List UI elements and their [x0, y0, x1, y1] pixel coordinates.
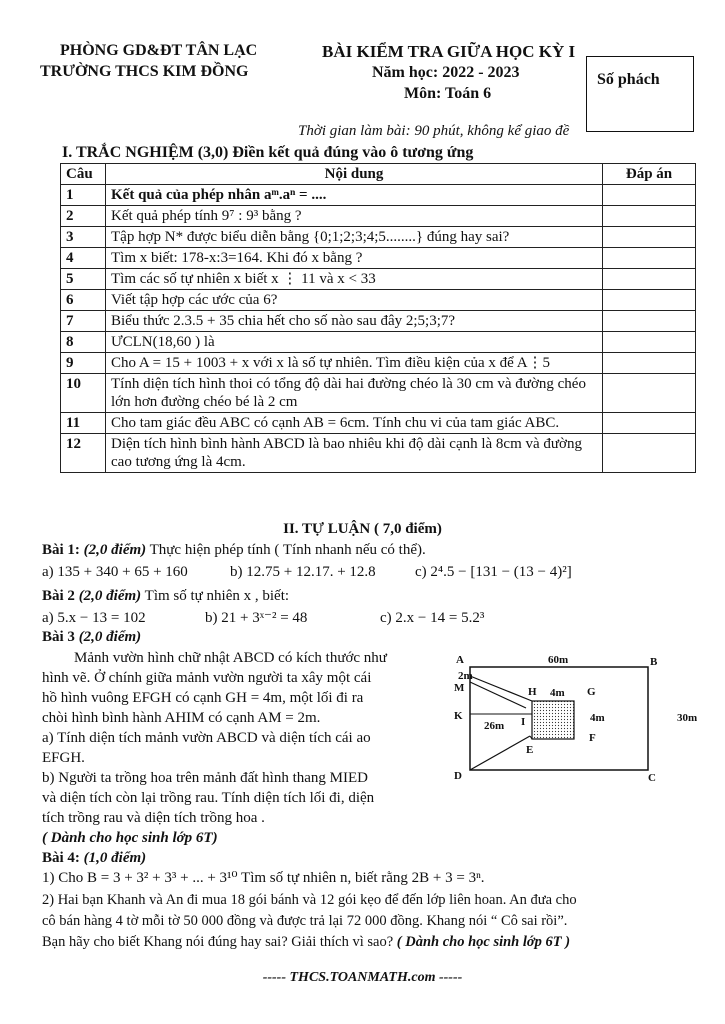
question-number: 2 [61, 206, 106, 227]
label-e: E [526, 744, 534, 756]
table-row [61, 227, 696, 248]
so-phach-box [586, 56, 694, 132]
column-header: Nội dung [106, 164, 603, 185]
table-row [61, 269, 696, 290]
bai1-intro [42, 541, 426, 560]
bai3-line: hồ hình vuông EFGH có cạnh GH = 4m, một lối đi ra [42, 690, 364, 706]
label-h: H [528, 686, 537, 698]
table-row [61, 434, 696, 473]
question-text: Diện tích hình bình hành ABCD là bao nhiêu khi độ dài cạnh là 8cm và đường cao tương ứng là 4cm. [106, 434, 603, 473]
table-row [61, 185, 696, 206]
bai2-intro [42, 587, 289, 606]
department-name: PHÒNG GD&ĐT TÂN LẠC [60, 42, 258, 59]
label-a: A [456, 654, 464, 666]
bai4-note: ( Dành cho học sinh lớp 6T ) [396, 934, 571, 950]
flower-edge [470, 736, 530, 770]
answer-cell[interactable] [603, 269, 696, 290]
label-c: C [648, 772, 656, 784]
bai4-points: (1,0 điểm) [83, 850, 147, 866]
bai1-c: c) 2⁴.5 − [131 − (13 − 4)²] [415, 564, 572, 580]
question-text: Tập hợp N* được biểu diễn bằng {0;1;2;3;4;5........} đúng hay sai? [106, 227, 603, 248]
bai3-line: EFGH. [42, 750, 85, 766]
question-number: 5 [61, 269, 106, 290]
quiz-table [60, 163, 696, 473]
question-text: ƯCLN(18,60 ) là [106, 332, 603, 353]
bai4-part1: 1) Cho B = 3 + 3² + 3³ + ... + 3¹⁰ Tìm số tự nhiên n, biết rằng 2B + 3 = 3ⁿ. [42, 870, 485, 886]
label-g: G [587, 686, 596, 698]
bai4-part2-line: cô bán hàng 4 tờ mỗi tờ 50 000 đồng và được trả lại 72 000 đồng. Khang nói “ Cô sai rồi”. [42, 913, 568, 929]
length-gf: 4m [590, 712, 605, 724]
answer-cell[interactable] [603, 374, 696, 413]
label-f: F [589, 732, 596, 744]
bai1-points: (2,0 điểm) [83, 542, 147, 558]
table-row [61, 311, 696, 332]
length-right: 30m [677, 712, 698, 724]
question-number: 4 [61, 248, 106, 269]
bai2-title: Bài 2 [42, 588, 75, 604]
table-row [61, 332, 696, 353]
garden-diagram [452, 652, 712, 787]
length-am: 2m [458, 670, 473, 682]
question-text: Cho A = 15 + 1003 + x với x là số tự nhiên. Tìm điều kiện của x để A⋮5 [106, 353, 603, 374]
bai2-points: (2,0 điểm) [78, 588, 142, 604]
question-number: 10 [61, 374, 106, 413]
bai3-line: a) Tính diện tích mảnh vườn ABCD và diện tích cái ao [42, 730, 371, 746]
bai4-part2-last [42, 933, 570, 952]
path-edge [470, 676, 532, 701]
question-number: 12 [61, 434, 106, 473]
exam-title: BÀI KIỂM TRA GIỮA HỌC KỲ I [322, 42, 576, 61]
question-text: Cho tam giác đều ABC có cạnh AB = 6cm. Tính chu vi của tam giác ABC. [106, 413, 603, 434]
bai1-text: Thực hiện phép tính ( Tính nhanh nếu có thể). [149, 542, 426, 558]
question-number: 7 [61, 311, 106, 332]
question-number: 1 [61, 185, 106, 206]
part2-heading: II. TỰ LUẬN ( 7,0 điểm) [283, 521, 442, 537]
answer-cell[interactable] [603, 227, 696, 248]
bai4-title: Bài 4: [42, 850, 80, 866]
question-number: 8 [61, 332, 106, 353]
question-text: Biểu thức 2.3.5 + 35 chia hết cho số nào sau đây 2;5;3;7? [106, 311, 603, 332]
label-d: D [454, 770, 462, 782]
school-name: TRƯỜNG THCS KIM ĐỒNG [40, 63, 249, 80]
bai3-line: hình vẽ. Ở chính giữa mảnh vườn người ta xây một cái [42, 670, 372, 686]
bai2-c: c) 2.x − 14 = 5.2³ [380, 610, 485, 626]
label-k: K [454, 710, 463, 722]
length-ki: 26m [484, 720, 505, 732]
table-row [61, 353, 696, 374]
so-phach-label: Số phách [597, 71, 660, 88]
question-text: Tính diện tích hình thoi có tổng độ dài hai đường chéo là 30 cm và đường chéo lớn hơn đường chéo bé là 2 cm [106, 374, 603, 413]
label-b: B [650, 656, 658, 668]
bai3-note: ( Dành cho học sinh lớp 6T) [42, 830, 218, 846]
bai3-line-last [42, 809, 265, 828]
pond-square [532, 701, 574, 739]
bai1-title: Bài 1: [42, 542, 80, 558]
school-year: Năm học: 2022 - 2023 [372, 64, 520, 81]
bai1-a: a) 135 + 340 + 65 + 160 [42, 564, 188, 580]
table-row [61, 290, 696, 311]
table-row [61, 248, 696, 269]
bai4-part2-line: 2) Hai bạn Khanh và An đi mua 18 gói bánh và 12 gói kẹo để đến lớp liên hoan. An đưa cho [42, 892, 577, 908]
question-text: Viết tập hợp các ước của 6? [106, 290, 603, 311]
answer-cell[interactable] [603, 332, 696, 353]
table-row [61, 374, 696, 413]
bai3-line: Mảnh vườn hình chữ nhật ABCD có kích thước như [74, 650, 387, 666]
length-hg: 4m [550, 687, 565, 699]
question-number: 3 [61, 227, 106, 248]
bai3-intro [42, 628, 141, 647]
question-number: 11 [61, 413, 106, 434]
column-header: Đáp án [603, 164, 696, 185]
bai3-line: chòi hình bình hành AHIM có cạnh AM = 2m. [42, 710, 321, 726]
bai3-line: và diện tích còn lại trồng rau. Tính diện tích lối đi, diện [42, 790, 375, 806]
question-text: Tìm các số tự nhiên x biết x ⋮ 11 và x < 33 [106, 269, 603, 290]
bai4-part2-line: Bạn hãy cho biết Khang nói đúng hay sai? Giải thích vì sao? [42, 934, 394, 950]
question-text: Tìm x biết: 178-x:3=164. Khi đó x bằng ? [106, 248, 603, 269]
exam-time: Thời gian làm bài: 90 phút, không kể giao đề [298, 123, 570, 139]
bai1-b: b) 12.75 + 12.17. + 12.8 [230, 564, 376, 580]
question-number: 9 [61, 353, 106, 374]
table-row [61, 413, 696, 434]
answer-cell[interactable] [603, 248, 696, 269]
question-number: 6 [61, 290, 106, 311]
table-header-row [61, 164, 696, 185]
part1-heading: I. TRẮC NGHIỆM (3,0) Điền kết quả đúng vào ô tương ứng [62, 144, 474, 161]
bai3-line: tích trồng rau và diện tích trồng hoa . [42, 810, 265, 826]
question-text: Kết quả phép tính 9⁷ : 9³ bằng ? [106, 206, 603, 227]
subject: Môn: Toán 6 [404, 85, 492, 102]
bai2-a: a) 5.x − 13 = 102 [42, 610, 146, 626]
answer-cell[interactable] [603, 353, 696, 374]
answer-cell[interactable] [603, 185, 696, 206]
bai3-points: (2,0 điểm) [78, 629, 142, 645]
question-text: Kết quả của phép nhân aᵐ.aⁿ = .... [106, 185, 603, 206]
table-row [61, 206, 696, 227]
answer-cell[interactable] [603, 413, 696, 434]
bai3-line: b) Người ta trồng hoa trên mảnh đất hình thang MIED [42, 770, 368, 786]
footer-watermark: ----- THCS.TOANMATH.com ----- [262, 970, 463, 985]
label-m: M [454, 682, 465, 694]
label-i: I [521, 716, 526, 728]
column-header: Câu [61, 164, 106, 185]
answer-cell[interactable] [603, 311, 696, 332]
answer-cell[interactable] [603, 290, 696, 311]
bai3-title: Bài 3 [42, 629, 75, 645]
bai2-b: b) 21 + 3ˣ⁻² = 48 [205, 610, 308, 626]
bai4-intro [42, 849, 146, 868]
answer-cell[interactable] [603, 434, 696, 473]
length-top: 60m [548, 654, 569, 666]
answer-cell[interactable] [603, 206, 696, 227]
bai2-text: Tìm số tự nhiên x , biết: [144, 588, 290, 604]
